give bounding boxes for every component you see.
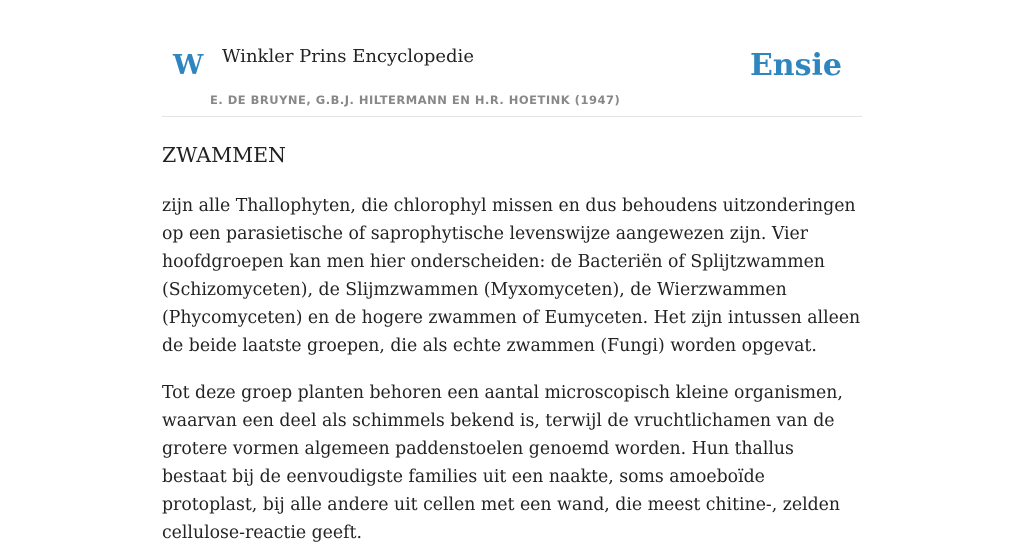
article-title: ZWAMMEN: [162, 143, 286, 167]
article-paragraph: zijn alle Thallophyten, die chlorophyl missen en dus behoudens uitzonderingen op een parasietische of saprophytische levenswijze aangewezen zijn. Vier hoofdgroepen kan men hier onderscheiden: de Bacteriën of Splijtzwammen (Schizomyceten), de Slijmzwammen (Myxomyceten), de Wierzwammen (Phycomyceten) en de hogere zwammen of Eumyceten. Het zijn intussen alleen de beide laatste groepen, die als echte zwammen (Fungi) worden opgevat.: [162, 196, 861, 356]
article-paragraph: Tot deze groep planten behoren een aantal microscopisch kleine organismen, waarvan een deel als schimmels bekend is, terwijl de vruchtlichamen van de grotere vormen algemeen paddenstoelen genoemd worden. Hun thallus bestaat bij de eenvoudigste families uit een naakte, soms amoeboïde protoplast, bij alle andere uit cellen met een wand, die meest chitine-, zelden cellulose-reactie geeft.: [162, 383, 843, 543]
article-body: [162, 139, 862, 547]
source-header: [162, 0, 862, 117]
source-title[interactable]: Winkler Prins Encyclopedie: [222, 46, 474, 67]
source-authors: E. DE BRUYNE, G.B.J. HILTERMANN EN H.R. HOETINK (1947): [210, 93, 621, 107]
ensie-logo[interactable]: Ensie: [749, 48, 842, 83]
winkler-prins-logo-icon[interactable]: W: [173, 50, 204, 81]
